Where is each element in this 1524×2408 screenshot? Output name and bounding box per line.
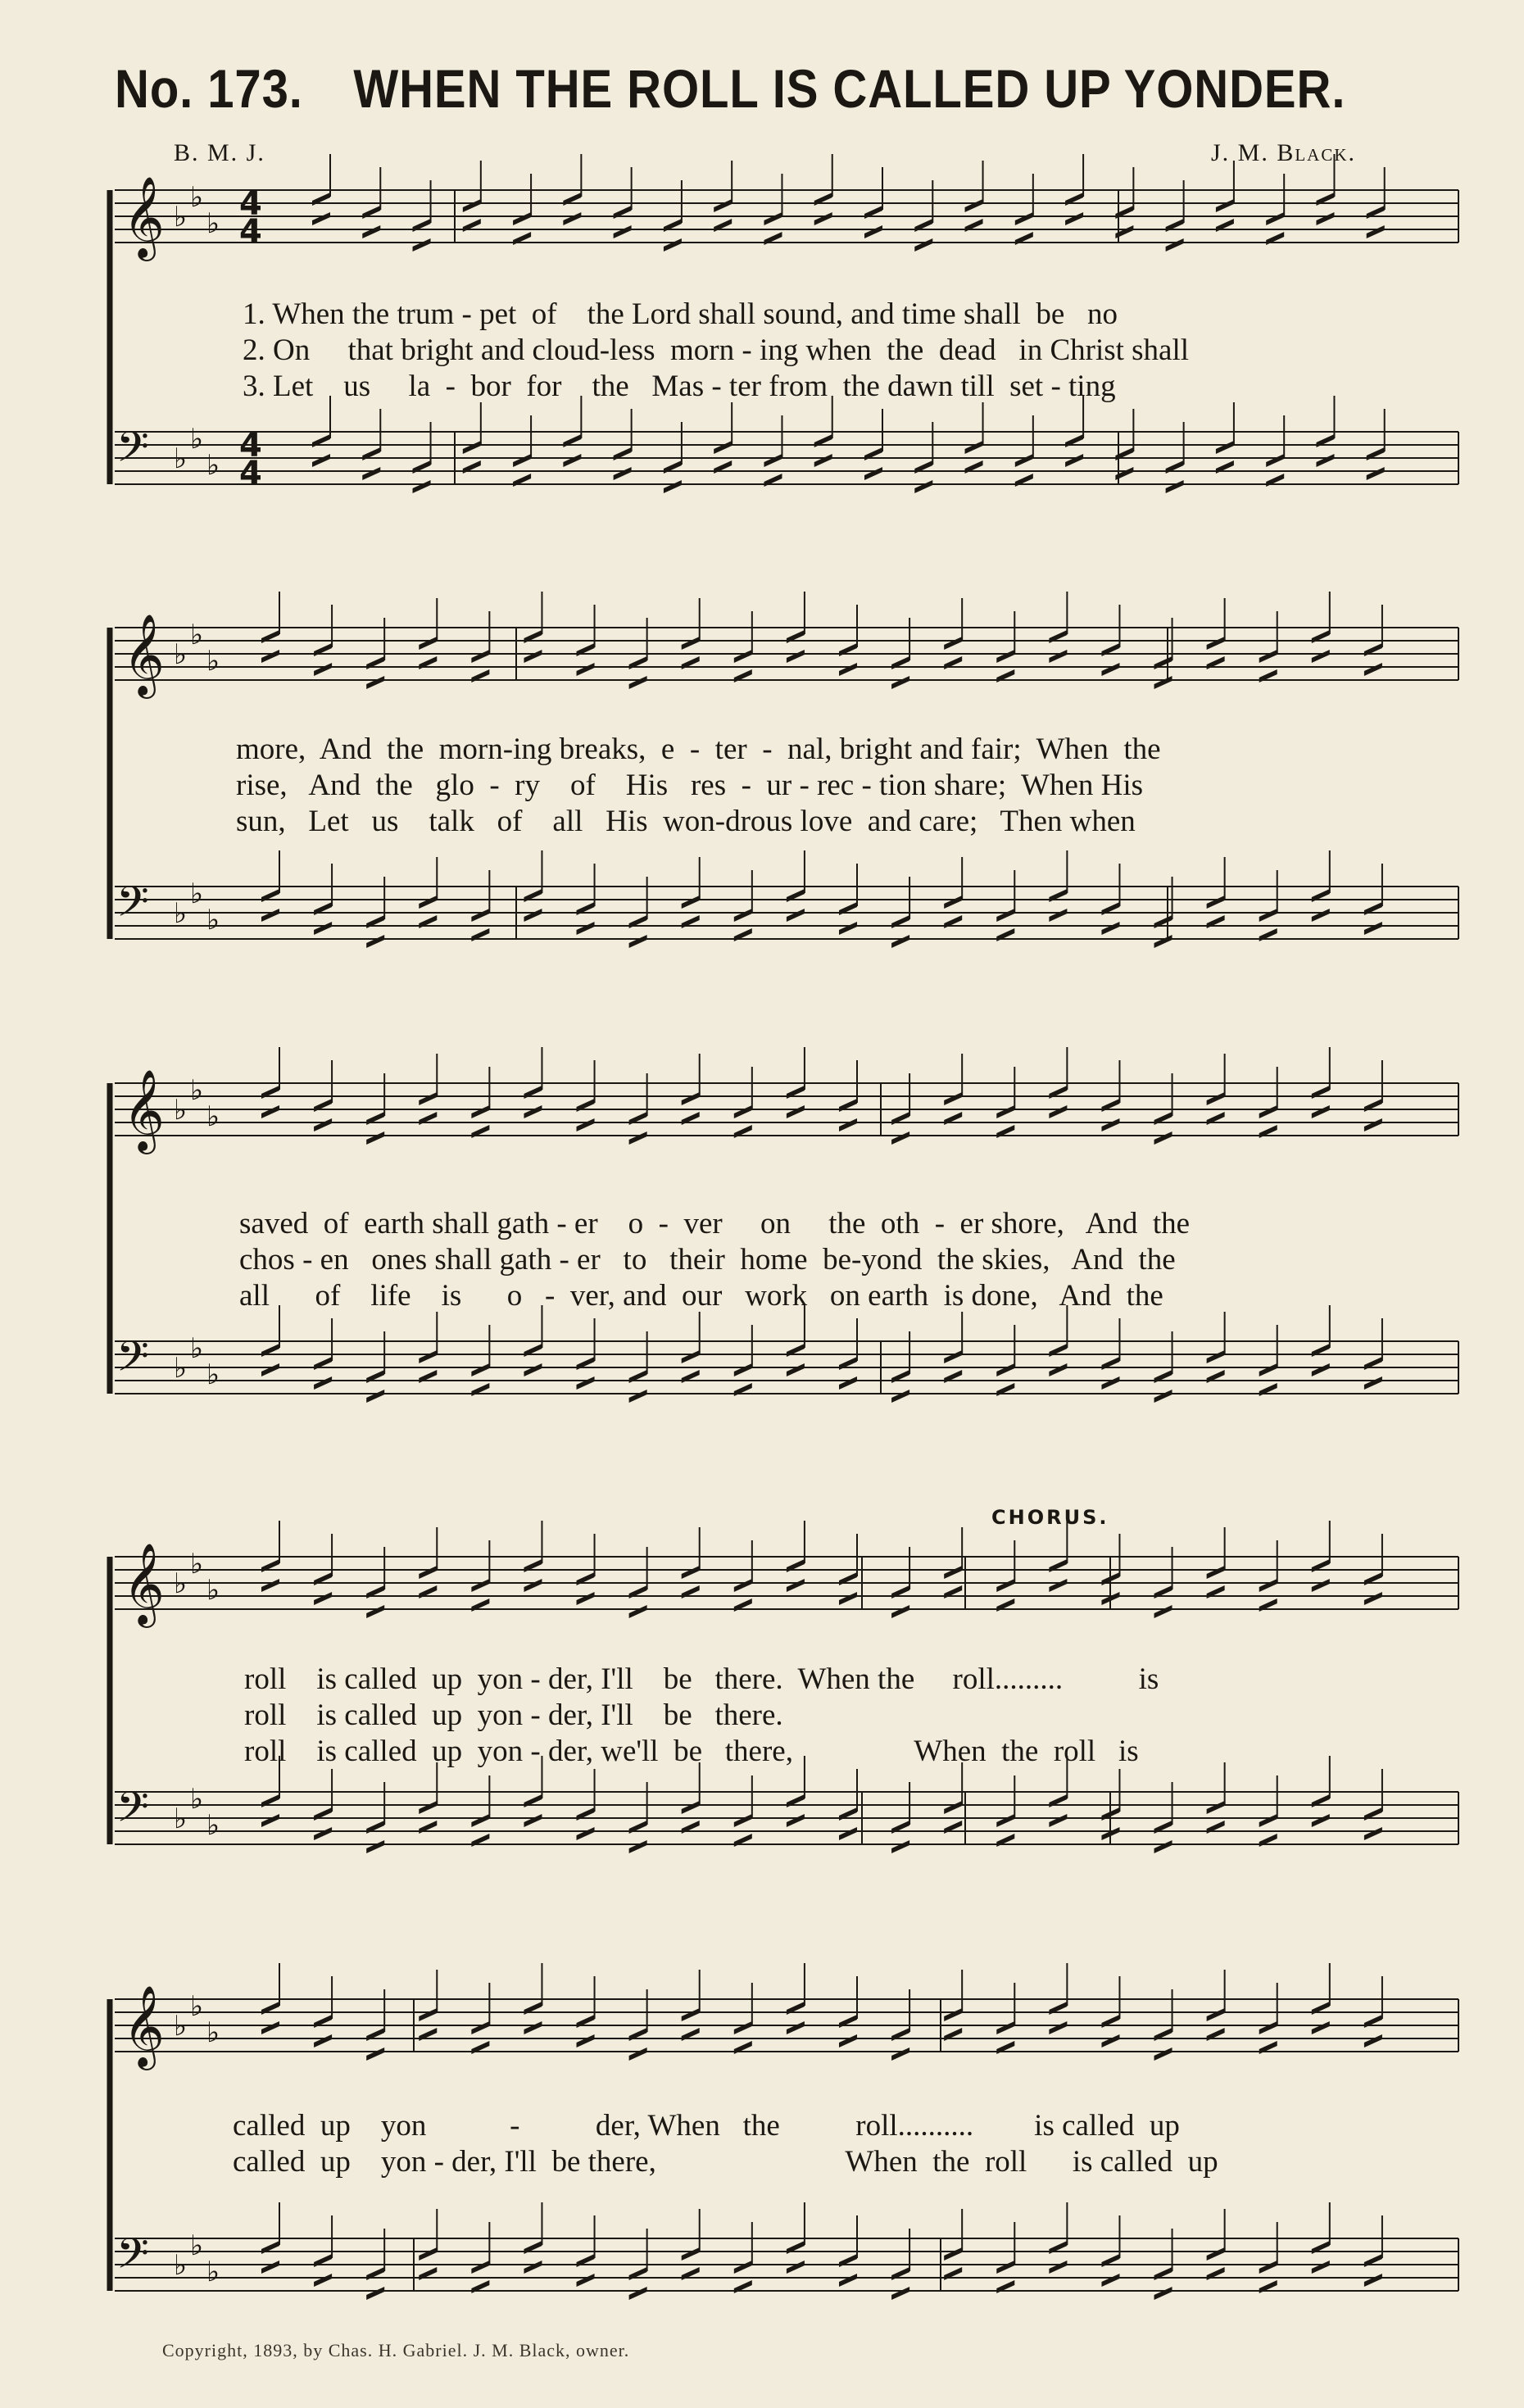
note-head-icon	[682, 1092, 700, 1105]
note-head-icon	[787, 2021, 805, 2034]
lyric-line: called up yon - der, When the roll.......... is called up	[233, 2109, 1180, 2143]
note-head-icon	[563, 454, 581, 467]
note-head-icon	[734, 2261, 752, 2274]
note-head-icon	[914, 238, 932, 252]
note-head-icon	[419, 1350, 437, 1363]
note-head-icon	[1312, 2021, 1330, 2034]
note-head-icon	[1259, 1814, 1277, 1827]
words-credit: B. M. J.	[174, 139, 265, 166]
flat-icon: ♭	[190, 2229, 204, 2262]
bass-clef-icon: 𝄢	[116, 1782, 149, 1842]
note-head-icon	[1049, 650, 1067, 663]
note-head-icon	[787, 2261, 805, 2274]
flat-icon: ♭	[174, 638, 188, 671]
note-head-icon	[682, 896, 700, 909]
note-head-icon	[1207, 1092, 1225, 1105]
flat-icon: ♭	[190, 1548, 204, 1580]
note-head-icon	[1259, 1363, 1277, 1376]
treble-clef-icon: 𝄞	[123, 614, 165, 696]
note-head-icon	[366, 935, 384, 948]
flat-icon: ♭	[190, 1783, 204, 1816]
note-head-icon	[839, 2274, 857, 2287]
flat-icon: ♭	[190, 1990, 204, 2023]
note-head-icon	[839, 663, 857, 676]
note-head-icon	[629, 1840, 647, 1853]
flat-icon: ♭	[174, 1352, 188, 1385]
note-head-icon	[471, 1363, 489, 1376]
treble-clef-icon: 𝄞	[123, 1069, 165, 1151]
note-head-icon	[513, 212, 531, 225]
treble-clef-icon: 𝄞	[123, 1543, 165, 1625]
note-head-icon	[1364, 2034, 1382, 2047]
note-head-icon	[996, 2021, 1014, 2034]
note-head-icon	[1312, 650, 1330, 663]
note-head-icon	[463, 199, 481, 212]
note-head-icon	[1049, 2021, 1067, 2034]
time-signature: 4	[239, 185, 262, 223]
lyric-line: all of life is o - ver, and our work on earth is done, And the	[239, 1279, 1163, 1313]
note-head-icon	[1015, 212, 1033, 225]
lyric-line: 2. On that bright and cloud-less morn - ing when the dead in Christ shall	[243, 333, 1190, 367]
note-head-icon	[1216, 199, 1234, 212]
note-head-icon	[714, 199, 732, 212]
flat-icon: ♭	[190, 423, 204, 456]
note-head-icon	[764, 454, 782, 467]
note-head-icon	[734, 650, 752, 663]
lyric-line: 1. When the trum - pet of the Lord shall sound, and time shall be no	[243, 297, 1118, 331]
note-head-icon	[1207, 2008, 1225, 2021]
lyric-line: more, And the morn-ing breaks, e - ter - nal, bright and fair; When the	[236, 732, 1161, 766]
note-head-icon	[513, 454, 531, 467]
note-head-icon	[314, 1376, 332, 1390]
lyric-line: roll is called up yon - der, we'll be there, When the roll is	[244, 1735, 1139, 1768]
note-head-icon	[1316, 454, 1334, 467]
note-head-icon	[366, 2287, 384, 2300]
flat-icon: ♭	[174, 897, 188, 930]
note-head-icon	[891, 1840, 909, 1853]
note-head-icon	[1312, 1814, 1330, 1827]
note-head-icon	[629, 1605, 647, 1618]
note-head-icon	[734, 1814, 752, 1827]
note-head-icon	[996, 1363, 1014, 1376]
note-head-icon	[577, 1376, 595, 1390]
flat-icon: ♭	[174, 442, 188, 475]
note-head-icon	[787, 1579, 805, 1592]
flat-icon: ♭	[174, 2249, 188, 2282]
note-head-icon	[314, 1827, 332, 1840]
note-head-icon	[419, 2247, 437, 2261]
note-head-icon	[1367, 225, 1385, 238]
flat-icon: ♭	[174, 201, 188, 234]
note-head-icon	[1166, 480, 1184, 493]
flat-icon: ♭	[174, 1567, 188, 1600]
note-head-icon	[996, 2261, 1014, 2274]
time-signature: 4	[239, 427, 262, 465]
note-head-icon	[839, 2034, 857, 2047]
note-head-icon	[261, 2261, 279, 2274]
note-head-icon	[314, 922, 332, 935]
note-head-icon	[891, 676, 909, 689]
bass-clef-icon: 𝄢	[116, 422, 149, 482]
flat-icon: ♭	[174, 1803, 188, 1835]
lyric-line: 3. Let us la - bor for the Mas - ter from the dawn till set - ting	[243, 370, 1116, 403]
flat-icon: ♭	[206, 207, 220, 240]
note-head-icon	[996, 1105, 1014, 1118]
note-head-icon	[1101, 1376, 1119, 1390]
note-head-icon	[1207, 896, 1225, 909]
note-head-icon	[944, 1566, 962, 1579]
note-head-icon	[764, 212, 782, 225]
note-head-icon	[1154, 1131, 1172, 1145]
note-head-icon	[1049, 1105, 1067, 1118]
note-head-icon	[1065, 454, 1083, 467]
note-head-icon	[563, 212, 581, 225]
note-head-icon	[1312, 2261, 1330, 2274]
note-head-icon	[629, 1131, 647, 1145]
note-head-icon	[1364, 1376, 1382, 1390]
note-head-icon	[1367, 467, 1385, 480]
note-head-icon	[1312, 1363, 1330, 1376]
note-head-icon	[682, 1566, 700, 1579]
flat-icon: ♭	[206, 2016, 220, 2049]
note-head-icon	[944, 2008, 962, 2021]
flat-icon: ♭	[190, 877, 204, 910]
note-head-icon	[314, 1592, 332, 1605]
note-head-icon	[944, 1350, 962, 1363]
bass-clef-icon: 𝄢	[116, 2229, 149, 2288]
note-head-icon	[1049, 1579, 1067, 1592]
note-head-icon	[1154, 1390, 1172, 1403]
note-head-icon	[814, 212, 832, 225]
note-head-icon	[614, 225, 632, 238]
note-head-icon	[1049, 2261, 1067, 2274]
note-head-icon	[577, 1827, 595, 1840]
note-head-icon	[1101, 663, 1119, 676]
note-head-icon	[419, 2008, 437, 2021]
treble-clef-icon: 𝄞	[123, 1985, 165, 2067]
note-head-icon	[524, 1105, 542, 1118]
note-head-icon	[362, 225, 380, 238]
note-head-icon	[1101, 1118, 1119, 1131]
flat-icon: ♭	[190, 181, 204, 214]
note-head-icon	[366, 2047, 384, 2061]
lyric-line: saved of earth shall gath - er o - ver on the oth - er shore, And the	[239, 1207, 1191, 1240]
lyric-line: rise, And the glo - ry of His res - ur - rec - tion share; When His	[236, 769, 1144, 802]
note-head-icon	[471, 650, 489, 663]
note-head-icon	[1207, 637, 1225, 650]
note-head-icon	[471, 2021, 489, 2034]
note-head-icon	[1015, 454, 1033, 467]
flat-icon: ♭	[206, 904, 220, 936]
note-head-icon	[314, 2034, 332, 2047]
note-head-icon	[1154, 676, 1172, 689]
note-head-icon	[1101, 922, 1119, 935]
note-head-icon	[1316, 212, 1334, 225]
note-head-icon	[891, 2047, 909, 2061]
note-head-icon	[787, 650, 805, 663]
note-head-icon	[629, 1390, 647, 1403]
lyric-line: roll is called up yon - der, I'll be there. When the roll......... is	[244, 1662, 1159, 1696]
note-head-icon	[1049, 909, 1067, 922]
note-head-icon	[996, 1814, 1014, 1827]
note-head-icon	[524, 2261, 542, 2274]
note-head-icon	[577, 922, 595, 935]
note-head-icon	[734, 909, 752, 922]
note-head-icon	[944, 896, 962, 909]
note-head-icon	[1154, 2047, 1172, 2061]
note-head-icon	[839, 922, 857, 935]
note-head-icon	[629, 2047, 647, 2061]
treble-clef-icon: 𝄞	[123, 176, 165, 258]
note-head-icon	[312, 212, 330, 225]
note-head-icon	[261, 909, 279, 922]
note-head-icon	[524, 909, 542, 922]
note-head-icon	[891, 1131, 909, 1145]
flat-icon: ♭	[174, 2010, 188, 2043]
note-head-icon	[471, 909, 489, 922]
note-head-icon	[419, 1092, 437, 1105]
flat-icon: ♭	[206, 1358, 220, 1391]
note-head-icon	[524, 650, 542, 663]
note-head-icon	[1259, 1579, 1277, 1592]
note-head-icon	[1364, 922, 1382, 935]
note-head-icon	[1312, 1105, 1330, 1118]
hymn-title: WHEN THE ROLL IS CALLED UP YONDER.	[353, 58, 1346, 119]
note-head-icon	[787, 909, 805, 922]
note-head-icon	[1207, 1350, 1225, 1363]
note-head-icon	[1364, 1118, 1382, 1131]
note-head-icon	[366, 1390, 384, 1403]
flat-icon: ♭	[190, 1074, 204, 1107]
note-head-icon	[714, 441, 732, 454]
note-head-icon	[463, 441, 481, 454]
bass-clef-icon: 𝄢	[116, 877, 149, 936]
note-head-icon	[629, 935, 647, 948]
note-head-icon	[965, 199, 983, 212]
note-head-icon	[314, 663, 332, 676]
note-head-icon	[261, 1363, 279, 1376]
time-signature: 4	[239, 455, 262, 492]
note-head-icon	[366, 676, 384, 689]
note-head-icon	[577, 2274, 595, 2287]
note-head-icon	[682, 2247, 700, 2261]
lyric-line: sun, Let us talk of all His won-drous love and care; Then when	[236, 805, 1136, 838]
note-head-icon	[614, 467, 632, 480]
note-head-icon	[1154, 2287, 1172, 2300]
note-head-icon	[891, 2287, 909, 2300]
note-head-icon	[366, 1840, 384, 1853]
note-head-icon	[914, 480, 932, 493]
note-head-icon	[312, 454, 330, 467]
time-signature: 4	[239, 213, 262, 251]
flat-icon: ♭	[206, 1100, 220, 1133]
note-head-icon	[814, 454, 832, 467]
note-head-icon	[577, 2034, 595, 2047]
flat-icon: ♭	[206, 1574, 220, 1607]
note-head-icon	[839, 1592, 857, 1605]
note-head-icon	[314, 1118, 332, 1131]
note-head-icon	[1312, 909, 1330, 922]
note-head-icon	[787, 1814, 805, 1827]
flat-icon: ♭	[206, 1809, 220, 1842]
note-head-icon	[1065, 212, 1083, 225]
note-head-icon	[839, 1118, 857, 1131]
note-head-icon	[787, 1363, 805, 1376]
note-head-icon	[1259, 650, 1277, 663]
note-head-icon	[682, 2008, 700, 2021]
note-head-icon	[577, 1118, 595, 1131]
note-head-icon	[734, 2021, 752, 2034]
flat-icon: ♭	[206, 449, 220, 482]
note-head-icon	[787, 1105, 805, 1118]
note-head-icon	[261, 2021, 279, 2034]
note-head-icon	[413, 480, 431, 493]
note-head-icon	[839, 1376, 857, 1390]
music-credit: J. M. Black.	[1211, 139, 1357, 166]
note-head-icon	[682, 1801, 700, 1814]
note-head-icon	[524, 1814, 542, 1827]
note-head-icon	[1364, 1827, 1382, 1840]
note-head-icon	[471, 1105, 489, 1118]
note-head-icon	[1259, 1105, 1277, 1118]
note-head-icon	[1364, 1592, 1382, 1605]
note-head-icon	[629, 2287, 647, 2300]
note-head-icon	[261, 1105, 279, 1118]
note-head-icon	[471, 1579, 489, 1592]
note-head-icon	[1154, 935, 1172, 948]
note-head-icon	[577, 1592, 595, 1605]
note-head-icon	[1166, 238, 1184, 252]
lyric-line: chos - en ones shall gath - er to their home be-yond the skies, And the	[239, 1243, 1176, 1277]
note-head-icon	[366, 1605, 384, 1618]
note-head-icon	[1207, 1566, 1225, 1579]
note-head-icon	[682, 637, 700, 650]
chorus-label: CHORUS.	[991, 1506, 1109, 1529]
note-head-icon	[996, 1579, 1014, 1592]
note-head-icon	[1049, 1363, 1067, 1376]
note-head-icon	[664, 480, 682, 493]
note-head-icon	[1364, 663, 1382, 676]
note-head-icon	[419, 1801, 437, 1814]
note-head-icon	[839, 1827, 857, 1840]
note-head-icon	[471, 2261, 489, 2274]
bass-clef-icon: 𝄢	[116, 1331, 149, 1391]
note-head-icon	[1207, 1801, 1225, 1814]
note-head-icon	[1154, 1840, 1172, 1853]
flat-icon: ♭	[206, 2256, 220, 2288]
note-head-icon	[996, 650, 1014, 663]
note-head-icon	[1259, 909, 1277, 922]
note-head-icon	[261, 1814, 279, 1827]
note-head-icon	[1207, 2247, 1225, 2261]
note-head-icon	[734, 1363, 752, 1376]
note-head-icon	[944, 1801, 962, 1814]
lyric-line: roll is called up yon - der, I'll be there.	[244, 1698, 783, 1732]
note-head-icon	[1154, 1605, 1172, 1618]
note-head-icon	[1266, 212, 1284, 225]
note-head-icon	[524, 1579, 542, 1592]
note-head-icon	[864, 225, 882, 238]
note-head-icon	[891, 1605, 909, 1618]
note-head-icon	[864, 467, 882, 480]
copyright-notice: Copyright, 1893, by Chas. H. Gabriel. J. M. Black, owner.	[162, 2340, 630, 2360]
note-head-icon	[1049, 1814, 1067, 1827]
note-head-icon	[1266, 454, 1284, 467]
note-head-icon	[944, 1092, 962, 1105]
note-head-icon	[314, 2274, 332, 2287]
note-head-icon	[629, 676, 647, 689]
note-head-icon	[413, 238, 431, 252]
note-head-icon	[734, 1579, 752, 1592]
note-head-icon	[471, 1814, 489, 1827]
note-head-icon	[261, 1579, 279, 1592]
note-head-icon	[1259, 2261, 1277, 2274]
note-head-icon	[1216, 441, 1234, 454]
note-head-icon	[419, 637, 437, 650]
note-head-icon	[366, 1131, 384, 1145]
note-head-icon	[1312, 1579, 1330, 1592]
note-head-icon	[362, 467, 380, 480]
flat-icon: ♭	[190, 1332, 204, 1365]
note-head-icon	[891, 935, 909, 948]
note-head-icon	[419, 1566, 437, 1579]
note-head-icon	[524, 2021, 542, 2034]
note-head-icon	[419, 896, 437, 909]
flat-icon: ♭	[206, 645, 220, 678]
note-head-icon	[577, 663, 595, 676]
note-head-icon	[944, 637, 962, 650]
note-head-icon	[734, 1105, 752, 1118]
note-head-icon	[944, 2247, 962, 2261]
note-head-icon	[261, 650, 279, 663]
lyric-line: called up yon - der, I'll be there, When the roll is called up	[233, 2145, 1218, 2179]
note-head-icon	[682, 1350, 700, 1363]
note-head-icon	[1364, 2274, 1382, 2287]
flat-icon: ♭	[174, 1094, 188, 1127]
note-head-icon	[965, 441, 983, 454]
note-head-icon	[664, 238, 682, 252]
hymn-number: No. 173.	[115, 58, 303, 119]
flat-icon: ♭	[190, 619, 204, 651]
note-head-icon	[1101, 2034, 1119, 2047]
note-head-icon	[1101, 2274, 1119, 2287]
note-head-icon	[891, 1390, 909, 1403]
note-head-icon	[524, 1363, 542, 1376]
note-head-icon	[1259, 2021, 1277, 2034]
note-head-icon	[996, 909, 1014, 922]
